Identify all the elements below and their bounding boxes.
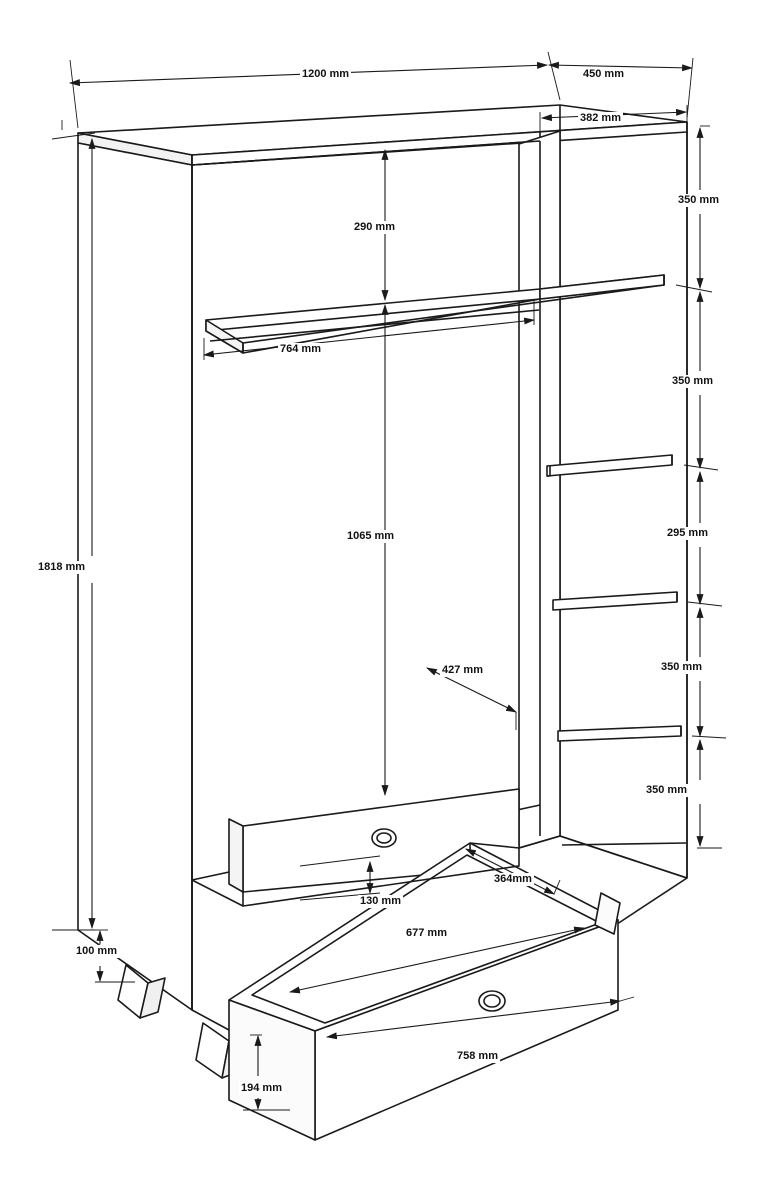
dimension-label-leg-height: 100 mm (76, 945, 117, 957)
dimension-label-depth-top: 450 mm (583, 68, 624, 80)
dimension-label-drawer-height-small: 130 mm (360, 895, 401, 907)
dimension-label-side-shelf-3: 295 mm (667, 527, 708, 539)
dimension-label-top-compartment: 290 mm (354, 221, 395, 233)
dimension-label-leg-height-front: 194 mm (241, 1082, 282, 1094)
dimension-label-total-height: 1818 mm (38, 561, 86, 573)
dimension-label-drawer-width-inner: 677 mm (406, 927, 447, 939)
dimension-label-shelf-width: 764 mm (280, 343, 321, 355)
dimension-label-side-shelf-4: 350 mm (661, 661, 702, 673)
dimension-label-hanging-height: 1065 mm (347, 530, 395, 542)
dimension-label-inner-depth: 382 mm (580, 112, 621, 124)
dimension-label-side-shelf-5: 350 mm (646, 784, 687, 796)
dimension-label-drawer-width-outer: 758 mm (457, 1050, 498, 1062)
dimension-label-overall-width: 1200 mm (302, 68, 350, 80)
dimension-label-side-shelf-1: 350 mm (678, 194, 719, 206)
cabinet-body (78, 105, 687, 1140)
dimension-label-side-shelf-2: 350 mm (672, 375, 713, 387)
dimension-label-drawer-depth-small: 364mm (494, 873, 532, 885)
dimension-label-inner-depth-bottom: 427 mm (442, 664, 483, 676)
